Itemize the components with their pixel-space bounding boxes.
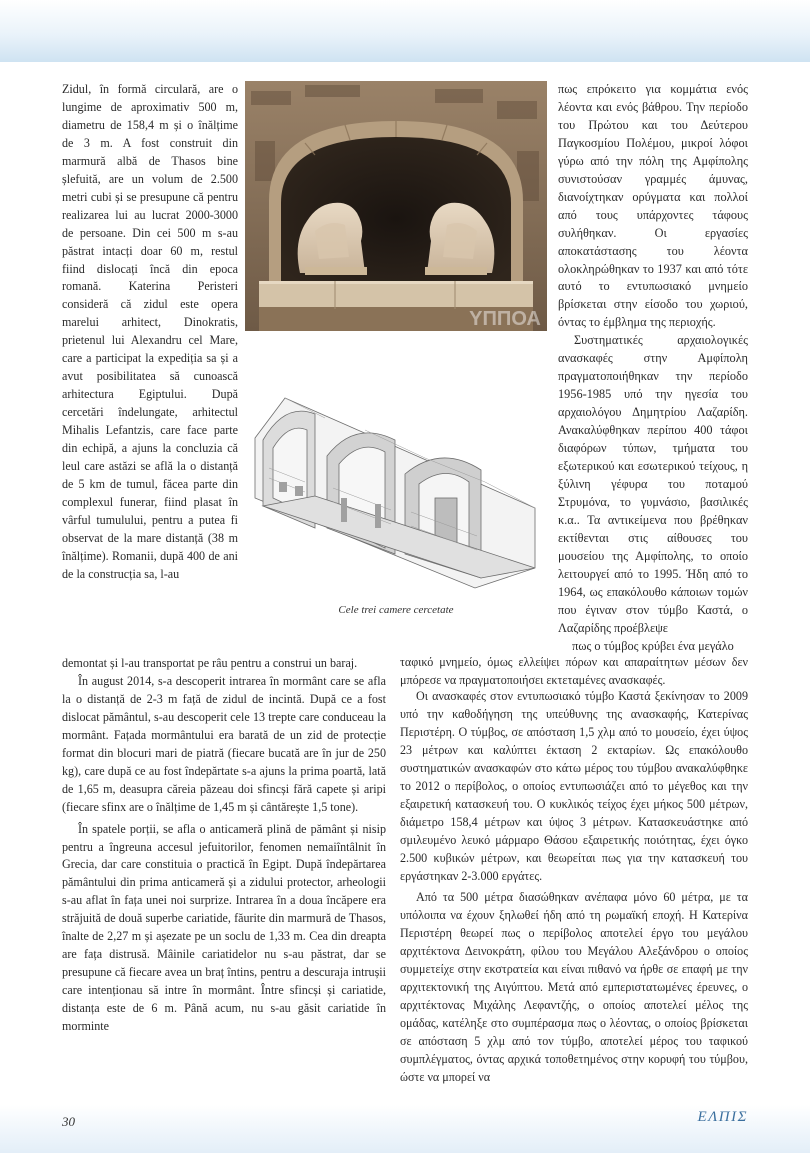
drawing-caption: Cele trei camere cercetate [338,604,454,616]
paragraph-entrance: În august 2014, s-a descoperit intrarea în mormânt care se afla la o distanță de 2-3 m față de zidul de incintă. După ce a fost dislocat pământul, s-au descoperit cele 13 trepte care conduceau la mormânt. Fațada mormântului era barată de un zid de protecție format din blocuri mari de piatră (fiecare bucată are în jur de 250 kg), care după ce au fost îndepărtate s-a ajuns la prima poartă, lată de 1,65 m, deasupra căreia păzeau doi sfincși fără capete și aripi (fiecare sfinx are o înălțime de 1,45 m și cântărește 1,5 tone). [62,673,386,814]
paragraph-excavations: Συστηματικές αρχαιολογικές ανασκαφές στην Αμφίπολη πραγματοποιήθηκαν την περίοδο 1956-1985 υπό την ηγεσία του αρχαιολόγου Δημητρίου Λαζαρίδη. Ανακαλύφθηκαν περίπου 400 τάφοι διαφόρων τύπων, τμήματα του εξωτερικού και εσωτερικού τείχους, η ξύλινη γέφυρα του ποταμού Στρυμόνα, το γυμνάσιο, βασιλικές κ.α.. Τα αντικείμενα που βρέθηκαν εκτίθενται στις αίθουσες του μουσείου της Αμφίπολης, το οποίο λειτουργεί από το 1995. Ήδη από το 1964, ως επακόλουθο κάποιων τομών που έγιναν στον τύμβο Καστά, ο Λαζαρίδης προέβλεψε [558,333,748,635]
paragraph-wall: Zidul, în formă circulară, are o lungime de aproximativ 500 m, diametru de 158,4 m și o înălțime de 3 m. A fost construit din marmură albă de Thasos bine șlefuită, are un volum de 2.500 metri cubi și se presupune că pentru realizarea lui au lucrat 2000-3000 de persoane. Din cei 500 m s-au păstrat intacți doar 60 m, restul fiind dislocați încă din epoca romană. Katerina Peristeri consideră că zidul este opera marelui arhitect, Dinokratis, prietenul lui Alexandru cel Mare, care a participat la expediția sa și a avut posibilitatea să cunoască arhitectura Egiptului. După cercetări îndelungate, arhitectul Mihalis Lefantzis, care face parte din echipă, a ajuns la concluzia că leul care astăzi se află la o distanță de 5 km de tumul, făcea parte din complexul funerar, fiind plasat în vârful tumulului, pentru a putea fi observat de la mare distanță (38 m înălțime). Romanii, după 400 de ani de la construcția sa, l-au [62,82,238,581]
greek-column-lower [400,688,748,1087]
paragraph-peristeri: Από τα 500 μέτρα διασώθηκαν ανέπαφα μόνο 60 μέτρα, με τα υπόλοιπα να έχουν ξηλωθεί ήδη από τη ρωμαϊκή εποχή. Η Κατερίνα Περιστέρη θεωρεί πως ο περίβολος αποτελεί έργο του μεγάλου αρχιτέκτονα Δεινοκράτη, φίλου του Μεγάλου Αλεξάνδρου ο οποίος συμμετείχε στην εκστρατεία και είναι πιθανό να ήρθε σε επαφή με την αρχιτεκτονική της Αιγύπτου. Μετά από εμπεριστατωμένες έρευνες, ο αρχιτέκτονας Μιχάλης Λεφαντζής, ο οποίος αποτελεί μέλος της ομάδας, κατέληξε στο συμπέρασμα πως ο λέοντας, ο οποίος βρίσκεται σε απόσταση 5 χλμ από τον τύμβο, αποτελεί μέρος του ταφικού συμπλέγματος, όντας αρχικά τοποθετημένος στην κορυφή του τύμβου, ώστε να μπορεί να [400,890,748,1085]
photo-watermark: ΥΠΠΟΑ [469,308,541,330]
paragraph-wall-continued: demontat și l-au transportat pe râu pentru a construi un baraj. [62,656,358,670]
greek-column-wrap [400,654,748,690]
paragraph-kasta: Οι ανασκαφές στον εντυπωσιακό τύμβο Καστά ξεκίνησαν το 2009 υπό την καθοδήγηση της υπεύθυνης της ανασκαφής, Κατερίνας Περιστέρη. Ο τύμβος, σε απόσταση 1,5 χλμ από το μουσείο, έχει ύψος 23 μέτρων και καλύπτει έκταση 2 εκταρίων. Ως επακόλουθο συστηματικών ανασκαφών στο κάτω μέρος του τύμβου ανακαλύφθηκε το 2012 ο περίβολος, ο οποίος εντυπωσιάζει από το μέγεθος και την εξαιρετική κατασκευή του. Ο κυκλικός τείχος έχει μήκος 500 μέτρων, διάμετρο 158,4 μέτρων και ύψος 3 μέτρων. Κατασκευάστηκε από σμιλευμένο λευκό μάρμαρο Θάσου εξαιρετικής ποιότητας, έχει όγκο 2.500 κυβικών μέτρων, και θεωρείται πως για την κατασκευή του εργάστηκαν 2-3.000 εργάτες. [400,689,748,883]
magazine-name: ΕΛΠΙΣ [697,1109,748,1125]
header-band [0,0,810,62]
sphinx-photo [245,81,547,331]
greek-column-upper [558,81,748,656]
paragraph-antechamber: În spatele porții, se afla o anticameră plină de pământ și nisip pentru a îngreuna accesul jefuitorilor, fenomen nemaiîntâlnit în Grecia, dar care constituia o practică în Egipt. După îndepărtarea pământului din prima anticameră și a zidului protector, arheologii s-au aflat în fața unei noi surprize. Intrarea în a doua încăpere era străjuită de două superbe cariatide, făurite din marmură de Thasos, înalte de 2,27 m și așezate pe un soclu de 1,33 m. Cea din dreapta are fața distrusă. Mâinile cariatidelor nu s-au păstrat, dar se presupune că fiecare avea un braț întins, pentru a descuraja intrușii care intenționau să intre în mormânt. Între sfincși și cariatide, distanța este de 6 m. Până acum, nu s-au găsit cariatide în morminte [62,821,386,1034]
sphinx-photo-image [245,81,547,331]
footer-band [0,1105,810,1153]
paragraph-excavations-end: ταφικό μνημείο, όμως ελλείψει πόρων και απαραίτητων μέσων δεν μπόρεσε να πραγματοποιήσει εκτεταμένες ανασκαφές. [400,655,748,687]
paragraph-lion: πως επρόκειτο για κομμάτια ενός λέοντα και ενός βάθρου. Την περίοδο του Πρώτου και του Δεύτερου Παγκοσμίου Πολέμου, μικροί λόφοι γύρω από την πόλη της Αμφίπολης συνιστούσαν γραμμές άμυνας, διανοίχτηκαν ορύγματα και πολλοί από τους υπάρχοντες τάφους συλήθηκαν. Οι εργασίες αποκατάστασης του λέοντα ολοκληρώθηκαν το 1937 και από τότε αυτό το εντυπωσιακό μνημείο βρίσκεται στην είσοδο του χωριού, όντας το έμβλημα της περιοχής. [558,82,748,330]
page-number: 30 [62,1114,75,1129]
tomb-chambers-drawing [245,378,547,593]
paragraph-excavations-line: πως ο τύμβος κρύβει ένα μεγάλο [572,638,734,653]
romanian-column-upper [62,81,238,584]
tomb-chambers-drawing-image [245,378,547,593]
romanian-column-lower [62,655,386,1036]
